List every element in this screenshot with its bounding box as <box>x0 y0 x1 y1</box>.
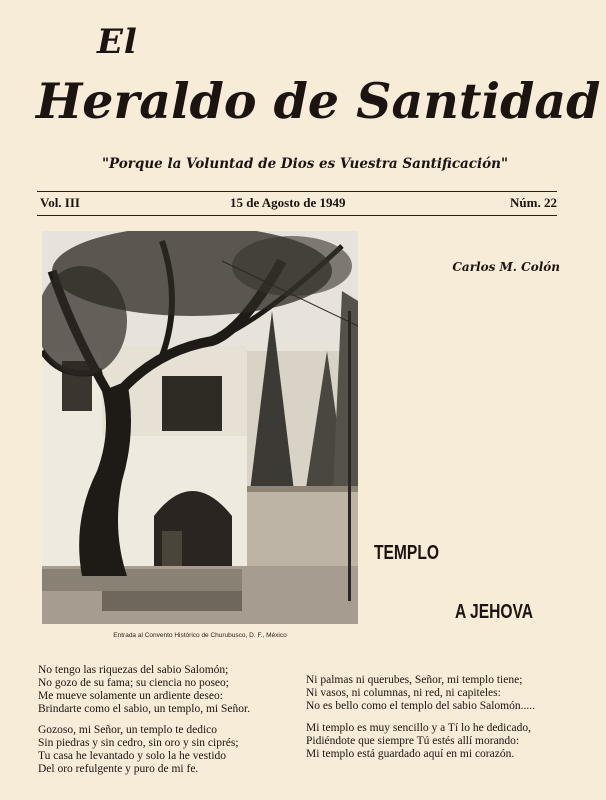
photo-caption: Entrada al Convento Histórico de Churubusco, D. F., México <box>113 632 287 639</box>
poem-line: Mi templo está guardado aquí en mi corazón. <box>306 748 515 760</box>
poem-line: Mi templo es muy sencillo y a Tí lo he dedicado, <box>306 722 531 734</box>
poem-line: Me mueve solamente un ardiente deseo: <box>38 690 223 702</box>
poem-line: Ni palmas ni querubes, Señor, mi templo tiene; <box>306 674 523 686</box>
poem-stanza-4 <box>306 722 531 761</box>
poem-line: No tengo las riquezas del sabio Salomón; <box>38 664 229 676</box>
masthead-rule-bottom <box>37 215 557 216</box>
poem-line: Del oro refulgente y puro de mi fe. <box>38 763 199 775</box>
masthead-article: El <box>97 22 138 62</box>
poem-line: No es bello como el templo del sabio Salomón..... <box>306 700 536 712</box>
article-title-line1: TEMPLO <box>374 542 440 564</box>
poem-line: Brindarte como el sabio, un templo, mi Señor. <box>38 703 251 715</box>
volume-label: Vol. III <box>40 195 80 210</box>
article-title-line2: A JEHOVA <box>455 601 534 623</box>
poem-line: Ni vasos, ni columnas, ni red, ni capiteles: <box>306 687 501 699</box>
poem-line: Tu casa he levantado y solo la he vestido <box>38 750 227 762</box>
magazine-title: Heraldo de Santidad <box>36 72 601 130</box>
masthead-rule-top <box>37 191 557 192</box>
poem-line: No gozo de su fama; su ciencia no poseo; <box>38 677 229 689</box>
poem-line: Pidiéndote que siempre Tú estés allí morando: <box>306 735 520 747</box>
convent-photo-illustration <box>42 231 358 624</box>
poem-stanza-2 <box>38 724 239 776</box>
convent-photo <box>42 231 358 624</box>
issue-info-bar <box>40 195 557 213</box>
issue-number: Núm. 22 <box>510 195 557 210</box>
issue-date: 15 de Agosto de 1949 <box>230 195 346 210</box>
magazine-motto: "Porque la Voluntad de Dios es Vuestra Santificación" <box>101 156 508 172</box>
poem-stanza-1 <box>38 664 250 716</box>
poem-line: Gozoso, mi Señor, un templo te dedico <box>38 724 218 736</box>
poem-line: Sin piedras y sin cedro, sin oro y sin ciprés; <box>38 737 239 749</box>
article-author: Carlos M. Colón <box>452 260 560 274</box>
poem-stanza-3 <box>306 674 535 713</box>
